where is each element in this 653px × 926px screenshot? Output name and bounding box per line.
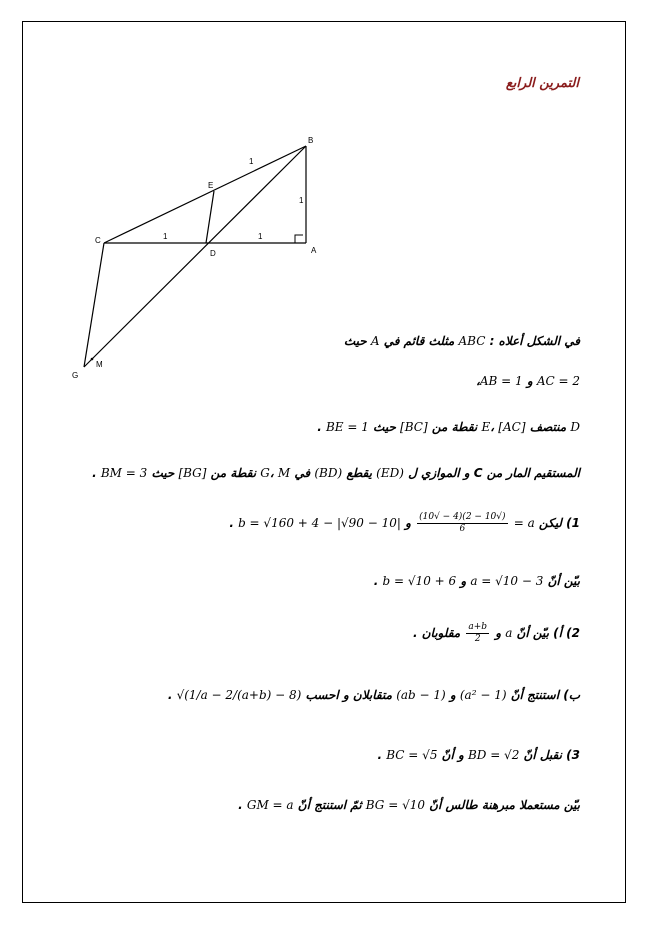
- label-a: A: [311, 246, 317, 255]
- question-2b: ب) استنتج أنّ (a² − 1) و (ab − 1) متقابلان و احسب √(1/a − 2/(a+b) − 8) .: [167, 688, 580, 702]
- line-3: D منتصف [AC] ،E نقطة من [BC] حيث BE = 1 .: [317, 420, 580, 434]
- segment-cg: [84, 243, 104, 367]
- question-2a: 2) أ) بيّن أنّ a و $\frac{a+b}{2}$ مقلوبان .: [412, 622, 580, 644]
- segment-cb: [104, 146, 306, 243]
- exercise-title: التمرين الرابع: [505, 76, 579, 91]
- line-1: في الشكل أعلاه : ABC مثلث قائم في A حيث: [343, 334, 580, 348]
- line-2: AC = 2 و AB = 1،: [475, 374, 580, 388]
- label-m: M: [96, 360, 103, 369]
- question-3: 3) نقبل أنّ BD = √2 و أنّ BC = √5 .: [377, 748, 580, 762]
- question-1: 1) ليكن a = $\frac{(√10 - 2)(4 - √10)}{6}$ و b = √160 + 4 − |√90 − 10| .: [229, 512, 580, 534]
- right-angle-mark: [295, 235, 303, 243]
- question-3-show: بيّن مستعملا مبرهنة طالس أنّ BG = √10 ثمّ استنتج أنّ GM = a .: [238, 798, 580, 812]
- question-1-show: بيّن أنّ a = √10 − 3 و b = √10 + 6 .: [373, 574, 580, 588]
- point-m: [91, 358, 94, 361]
- label-ab: 1: [299, 196, 304, 205]
- label-be: 1: [249, 157, 254, 166]
- segment-ed: [206, 191, 214, 243]
- line-4: المستقيم المار من C و الموازي ل (ED) يقطع (BD) في G، M نقطة من [BG] حيث BM = 3 .: [92, 466, 580, 480]
- segment-bg: [84, 146, 306, 367]
- label-da: 1: [258, 232, 263, 241]
- label-c: C: [95, 236, 101, 245]
- label-cd: 1: [163, 232, 168, 241]
- label-b: B: [308, 136, 314, 145]
- label-e: E: [208, 181, 214, 190]
- label-d: D: [210, 249, 216, 258]
- label-g: G: [72, 371, 79, 380]
